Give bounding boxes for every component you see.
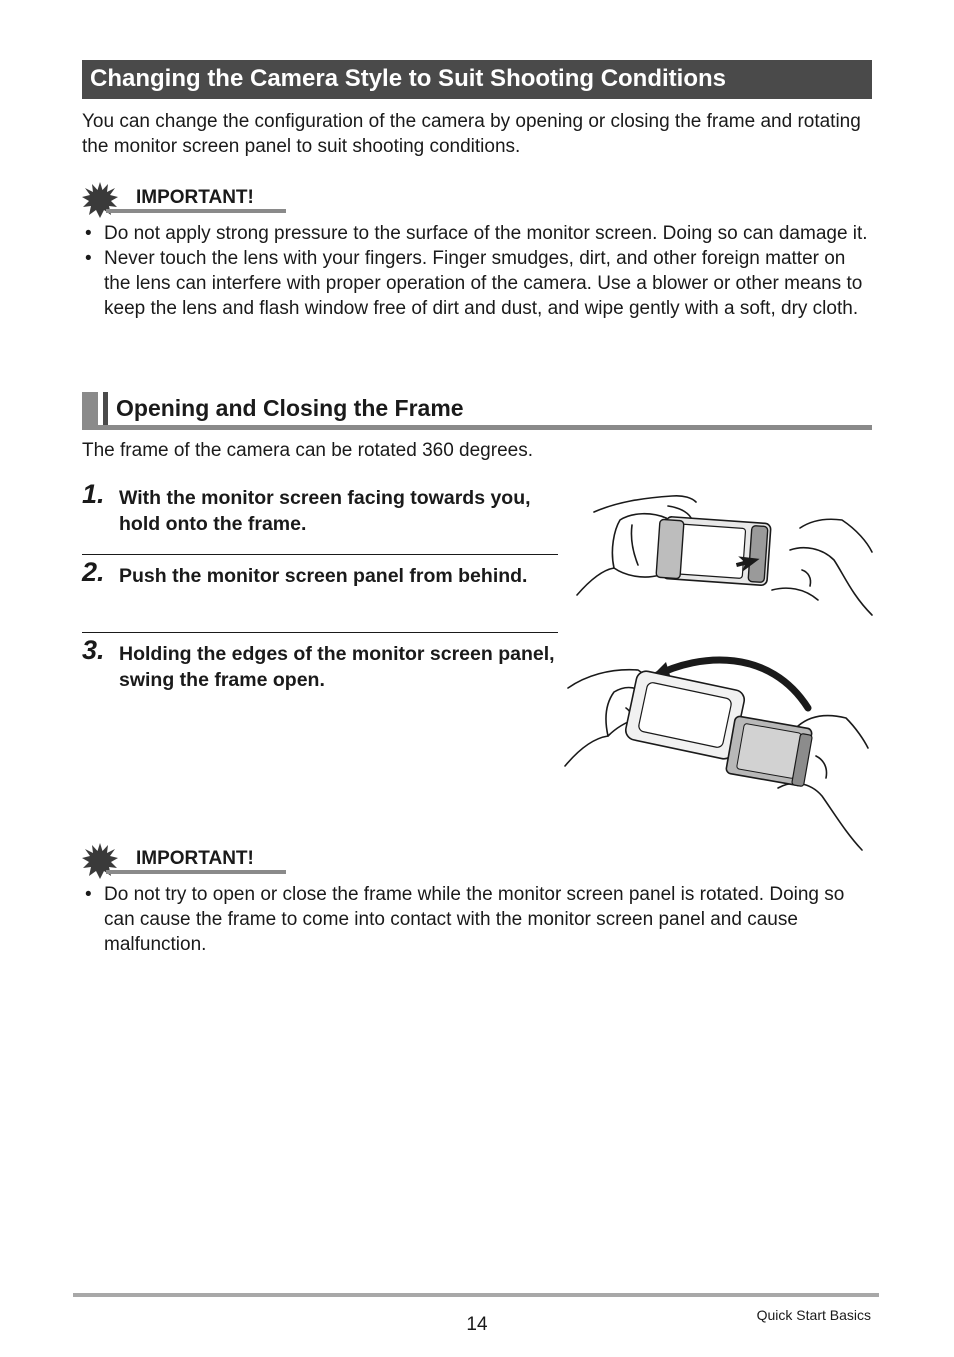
list-item-text: Do not try to open or close the frame while the monitor screen panel is rotated. Doing so can cause the frame to come into contact with the monitor screen panel and cause malfunction. bbox=[104, 884, 845, 955]
heading-marker bbox=[82, 392, 98, 428]
footer-section-name: Quick Start Basics bbox=[756, 1307, 871, 1323]
hands-holding-camera-illustration bbox=[572, 490, 874, 635]
step-text: With the monitor screen facing towards you, hold onto the frame. bbox=[119, 487, 531, 535]
list-item bbox=[82, 221, 872, 246]
bullet-marker: • bbox=[85, 223, 92, 244]
step-divider bbox=[82, 632, 558, 633]
important-2-list bbox=[82, 882, 872, 957]
important-1-list bbox=[82, 221, 872, 321]
important-underline bbox=[106, 209, 286, 213]
important-label: IMPORTANT! bbox=[136, 848, 254, 869]
step-text: Push the monitor screen panel from behind. bbox=[119, 565, 528, 587]
list-item bbox=[82, 246, 872, 321]
step-divider bbox=[82, 554, 558, 555]
step-text: Holding the edges of the monitor screen panel, swing the frame open. bbox=[119, 643, 555, 691]
intro-paragraph: You can change the configuration of the camera by opening or closing the frame and rotating the monitor screen panel to suit shooting conditions. bbox=[82, 111, 861, 157]
important-underline bbox=[106, 870, 286, 874]
subsection-heading bbox=[82, 390, 872, 432]
subsection-intro: The frame of the camera can be rotated 360 degrees. bbox=[82, 440, 533, 461]
swing-frame-open-illustration bbox=[560, 648, 872, 853]
footer-rule bbox=[73, 1293, 879, 1297]
bullet-marker: • bbox=[85, 248, 92, 269]
heading-marker bbox=[103, 392, 108, 428]
bullet-marker: • bbox=[85, 884, 92, 905]
section-title: Changing the Camera Style to Suit Shooting Conditions bbox=[82, 60, 872, 99]
heading-underline bbox=[82, 425, 872, 430]
step-number: 3. bbox=[82, 635, 105, 665]
page-number: 14 bbox=[466, 1314, 488, 1335]
step-number: 2. bbox=[82, 557, 105, 587]
list-item bbox=[82, 882, 872, 957]
list-item-text: Do not apply strong pressure to the surface of the monitor screen. Doing so can damage it. bbox=[104, 223, 868, 244]
step-number: 1. bbox=[82, 479, 105, 509]
important-notice-1 bbox=[82, 182, 287, 216]
list-item-text: Never touch the lens with your fingers. Finger smudges, dirt, and other foreign matter on the lens can interfere with proper operation of the camera. Use a blower or other means to keep the lens and flash window free of dirt and dust, and wipe gently with a soft, dry cloth. bbox=[104, 248, 863, 319]
important-notice-2 bbox=[82, 843, 287, 877]
important-label: IMPORTANT! bbox=[136, 187, 254, 208]
subsection-title: Opening and Closing the Frame bbox=[116, 395, 464, 421]
